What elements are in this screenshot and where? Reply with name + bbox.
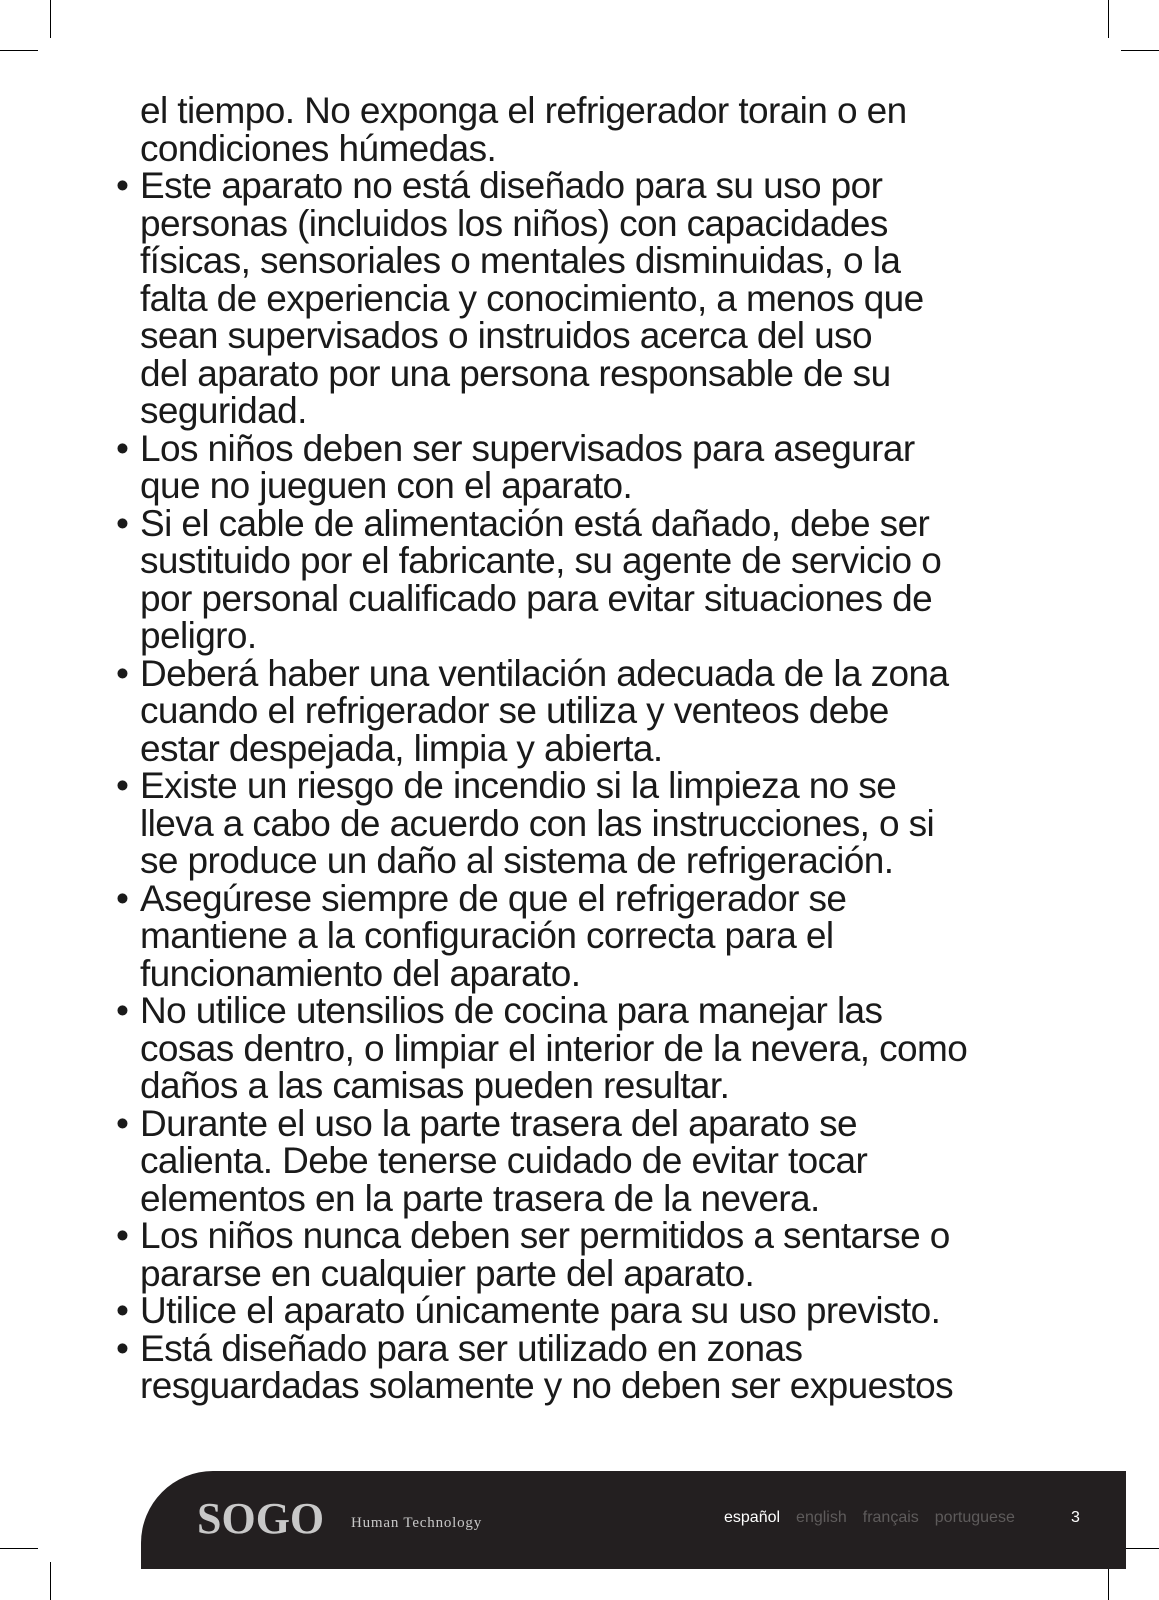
- crop-mark: [1121, 50, 1159, 51]
- bullet-item: [116, 767, 1076, 880]
- text-line: Los niños nunca deben ser permitidos a sentarse o: [140, 1215, 950, 1256]
- bullet-item: [116, 877, 1076, 994]
- language-selector: [724, 1509, 1015, 1527]
- bullet-item: [116, 652, 1076, 769]
- text-line: Asegúrese siempre de que el refrigerador se: [140, 877, 847, 919]
- language-1[interactable]: español: [724, 1509, 781, 1526]
- bullet-list: [116, 167, 1076, 1405]
- text-line: Los niños deben ser supervisados para asegurar: [140, 427, 915, 469]
- text-line: estar despejada, limpia y abierta.: [140, 727, 663, 769]
- sogo-logo: SOGO: [197, 1494, 325, 1543]
- bullet-item: [116, 992, 1076, 1105]
- bullet-item: [116, 1217, 1076, 1292]
- text-line: lleva a cabo de acuerdo con las instrucciones, o si: [140, 802, 935, 844]
- text-line: se produce un daño al sistema de refrigeración.: [140, 840, 894, 881]
- text-line: Este aparato no está diseñado para su uso por: [140, 165, 883, 206]
- crop-mark: [1121, 1548, 1159, 1549]
- text-line: Utilice el aparato únicamente para su uso previsto.: [140, 1290, 941, 1331]
- text-line: cosas dentro, o limpiar el interior de la nevera, como: [140, 1027, 968, 1069]
- text-line: por personal cualificado para evitar situaciones de: [140, 577, 933, 619]
- language-4[interactable]: portuguese: [934, 1509, 1015, 1526]
- text-line: personas (incluidos los niños) con capacidades: [140, 202, 888, 244]
- bullet-item: [116, 1292, 1076, 1330]
- page-number: 3: [1071, 1509, 1080, 1526]
- safety-instructions: [116, 92, 1076, 1405]
- text-line: Si el cable de alimentación está dañado, debe ser: [140, 502, 930, 544]
- text-line: cuando el refrigerador se utiliza y venteos debe: [140, 690, 889, 731]
- crop-mark: [50, 1562, 51, 1600]
- text-line: condiciones húmedas.: [140, 127, 497, 169]
- page-footer: [141, 1471, 1126, 1569]
- crop-mark: [0, 50, 38, 51]
- crop-mark: [0, 1548, 38, 1549]
- text-line: pararse en cualquier parte del aparato.: [140, 1252, 755, 1294]
- language-3[interactable]: français: [862, 1509, 919, 1526]
- text-line: físicas, sensoriales o mentales disminuidas, o la: [140, 240, 901, 281]
- text-line: calienta. Debe tenerse cuidado de evitar tocar: [140, 1140, 868, 1181]
- text-line: seguridad.: [140, 390, 307, 431]
- crop-mark: [1108, 0, 1109, 38]
- language-2[interactable]: english: [796, 1509, 847, 1526]
- text-line: elementos en la parte trasera de la nevera.: [140, 1177, 820, 1219]
- text-line: peligro.: [140, 615, 257, 656]
- text-line: sustituido por el fabricante, su agente de servicio o: [140, 540, 942, 581]
- text-line: mantiene a la configuración correcta para el: [140, 915, 834, 956]
- text-line: Está diseñado para ser utilizado en zonas: [140, 1327, 803, 1369]
- text-line: Existe un riesgo de incendio si la limpieza no se: [140, 765, 897, 806]
- bullet-item: [116, 167, 1076, 430]
- brand-tagline: Human Technology: [351, 1515, 483, 1531]
- text-line: Durante el uso la parte trasera del aparato se: [140, 1102, 857, 1144]
- bullet-item: [116, 1102, 1076, 1219]
- text-line: del aparato por una persona responsable de su: [140, 352, 891, 394]
- text-line: resguardadas solamente y no deben ser expuestos: [140, 1365, 954, 1406]
- text-line: daños a las camisas pueden resultar.: [140, 1065, 730, 1106]
- bullet-item: [116, 1327, 1076, 1406]
- bullet-item: [116, 502, 1076, 656]
- text-line: el tiempo. No exponga el refrigerador torain o en: [140, 90, 907, 131]
- bullet-item: [116, 427, 1076, 506]
- text-line: No utilice utensilios de cocina para manejar las: [140, 990, 883, 1031]
- text-line: funcionamiento del aparato.: [140, 952, 581, 994]
- continued-paragraph: [116, 92, 1076, 167]
- text-line: Deberá haber una ventilación adecuada de la zona: [140, 652, 949, 694]
- text-line: que no jueguen con el aparato.: [140, 465, 633, 506]
- text-line: sean supervisados o instruidos acerca del uso: [140, 315, 872, 356]
- crop-mark: [50, 0, 51, 38]
- text-line: falta de experiencia y conocimiento, a menos que: [140, 277, 924, 319]
